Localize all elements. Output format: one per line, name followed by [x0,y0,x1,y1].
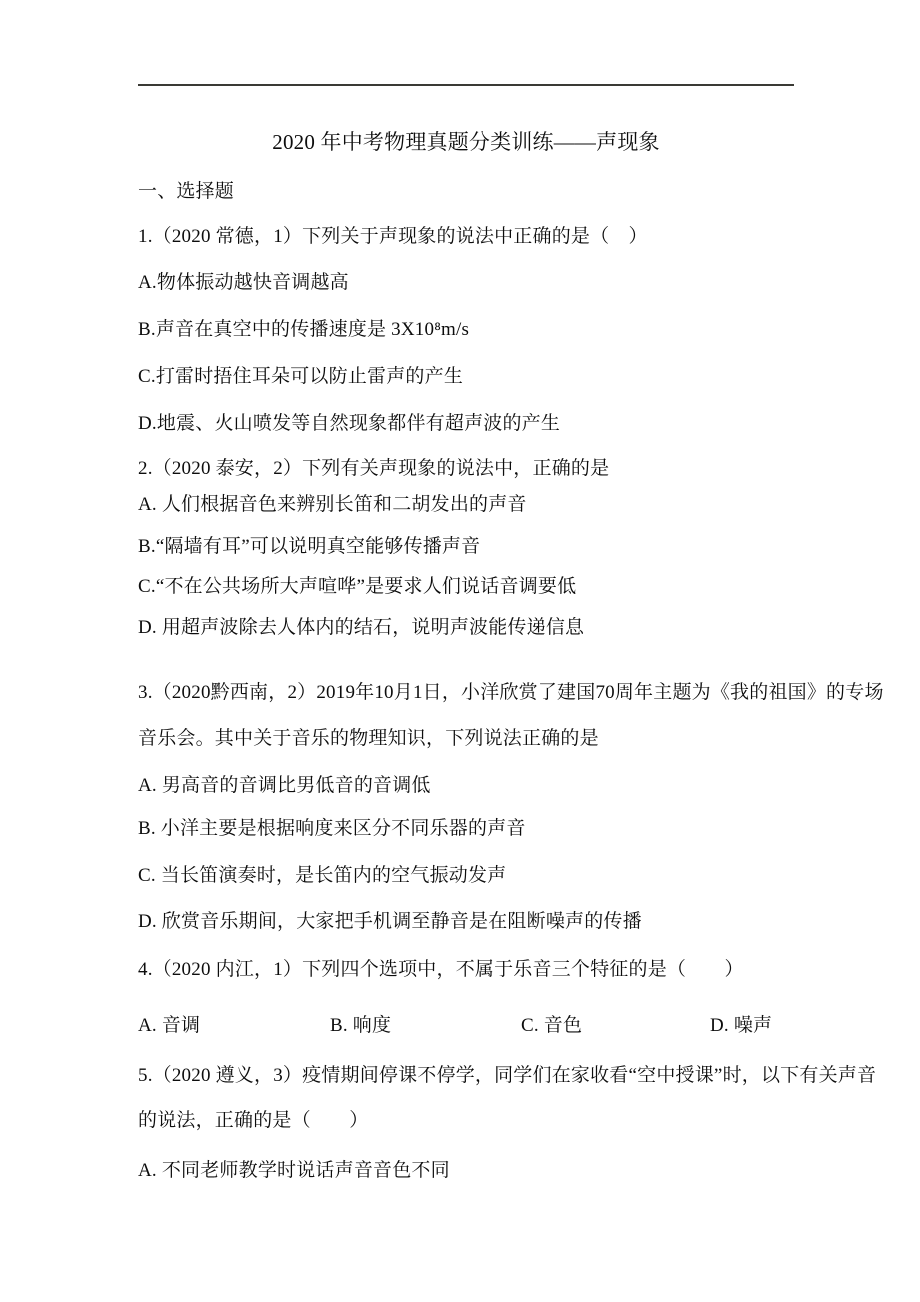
question-1-option-a: A.物体振动越快音调越高 [138,272,349,293]
question-3-stem-line-2: 音乐会。其中关于音乐的物理知识，下列说法正确的是 [138,728,599,749]
question-2-option-d: D. 用超声波除去人体内的结石，说明声波能传递信息 [138,617,585,638]
question-2-option-b: B.“隔墙有耳”可以说明真空能够传播声音 [138,536,481,557]
question-1-option-b: B.声音在真空中的传播速度是 3X10⁸m/s [138,319,470,340]
section-heading-multiple-choice: 一、选择题 [138,181,235,202]
question-1-stem: 1.（2020 常德，1）下列关于声现象的说法中正确的是（ ） [138,226,648,247]
question-3-option-a: A. 男高音的音调比男低音的音调低 [138,775,431,796]
question-4-option-c: C. 音色 [521,1015,583,1036]
question-5-stem-line-1: 5.（2020 遵义，3）疫情期间停课不停学，同学们在家收看“空中授课”时，以下有关声音 [138,1065,877,1086]
question-5-option-a: A. 不同老师教学时说话声音音色不同 [138,1160,450,1181]
question-4-options-row [0,1012,920,1174]
document-title: 2020 年中考物理真题分类训练——声现象 [272,130,660,154]
question-3-option-c: C. 当长笛演奏时，是长笛内的空气振动发声 [138,865,507,886]
question-4-option-a: A. 音调 [138,1015,201,1036]
question-3-stem-line-1: 3.（2020黔西南，2）2019年10月1日，小洋欣赏了建国70周年主题为《我的祖国》的专场 [138,682,884,703]
question-2-stem: 2.（2020 泰安，2）下列有关声现象的说法中，正确的是 [138,458,610,479]
header-rule [138,84,794,86]
question-1-option-d: D.地震、火山喷发等自然现象都伴有超声波的产生 [138,413,561,434]
question-4-option-b: B. 响度 [330,1015,392,1036]
question-3-option-b: B. 小洋主要是根据响度来区分不同乐器的声音 [138,818,526,839]
question-1-option-c: C.打雷时捂住耳朵可以防止雷声的产生 [138,366,464,387]
question-3-option-d: D. 欣赏音乐期间，大家把手机调至静音是在阻断噪声的传播 [138,911,642,932]
question-2-option-a: A. 人们根据音色来辨别长笛和二胡发出的声音 [138,494,527,515]
question-2-option-c: C.“不在公共场所大声喧哗”是要求人们说话音调要低 [138,576,577,597]
question-5-stem-line-2: 的说法，正确的是（ ） [138,1110,369,1131]
question-4-option-d: D. 噪声 [710,1015,773,1036]
question-4-stem: 4.（2020 内江，1）下列四个选项中，不属于乐音三个特征的是（ ） [138,959,744,980]
